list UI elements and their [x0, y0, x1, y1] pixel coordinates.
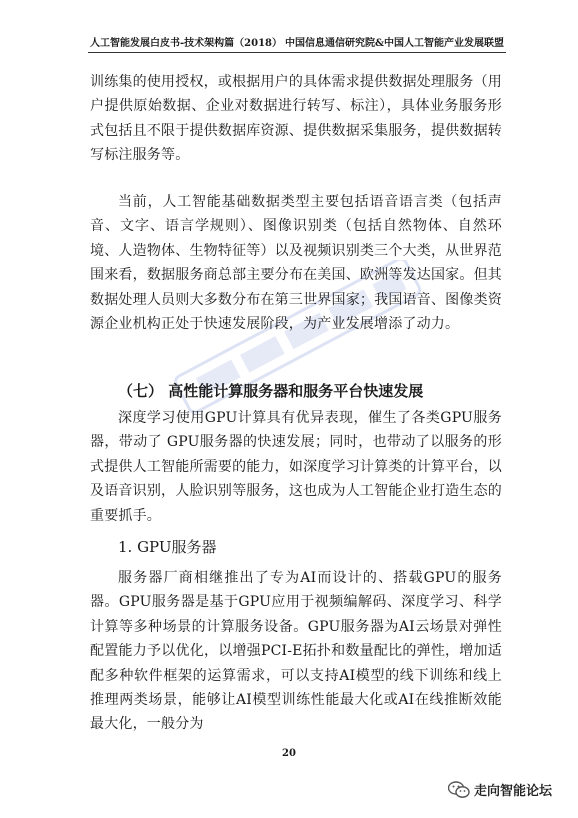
subsection-heading: 1. GPU服务器	[118, 538, 217, 556]
wechat-account-badge[interactable]	[448, 780, 552, 799]
paragraph-gpu-servers: 服务器厂商相继推出了专为AI而设计的、搭载GPU的服务器。GPU服务器是基于GPU应用于视频编解码、深度学习、科学计算等多种场景的计算服务设备。GPU服务器为AI云场景对弹性配置能力予以优化，以增强PCI-E拓扑和数量配比的弹性，增加适配多种软件框架的运算需求，可以支持AI模型的线下训练和线上推理两类场景，能够让AI模型训练性能最大化或AI在线推断效能最大化，一般分为	[90, 570, 502, 733]
section-heading: （七） 高性能计算服务器和服务平台快速发展	[118, 382, 424, 400]
page-number: 20	[282, 748, 296, 759]
wechat-icon	[448, 781, 470, 799]
header-organization: 中国信息通信研究院&中国人工智能产业发展联盟	[284, 38, 504, 49]
header-title: 人工智能发展白皮书-技术架构篇（2018）	[90, 38, 282, 49]
paragraph-data-services: 训练集的使用授权，或根据用户的具体需求提供数据处理服务（用户提供原始数据、企业对数据进行转写、标注），具体业务服务形式包括且不限于提供数据库资源、提供数据采集服务，提供数据转写标注服务等。	[90, 74, 502, 164]
paragraph-gpu-deep-learning: 深度学习使用GPU计算具有优异表现，催生了各类GPU服务器，带动了 GPU服务器的快速发展；同时，也带动了以服务的形式提供人工智能所需要的能力，如深度学习计算类的计算平台，以及语音识别，人脸识别等服务，这也成为人工智能企业打造生态的重要抓手。	[90, 410, 502, 524]
wechat-account-name: 走向智能论坛	[474, 784, 553, 799]
paragraph-data-types: 当前，人工智能基础数据类型主要包括语音语言类（包括声音、文字、语言学规则）、图像识别类（包括自然物体、自然环境、人造物体、生物特征等）以及视频识别类三个大类，从世界范围来看，数据服务商总部主要分布在美国、欧洲等发达国家。但其数据处理人员则大多数分布在第三世界国家；我国语音、图像类资源企业机构正处于快速发展阶段，为产业发展增添了动力。	[90, 194, 502, 333]
header-divider	[88, 52, 506, 53]
